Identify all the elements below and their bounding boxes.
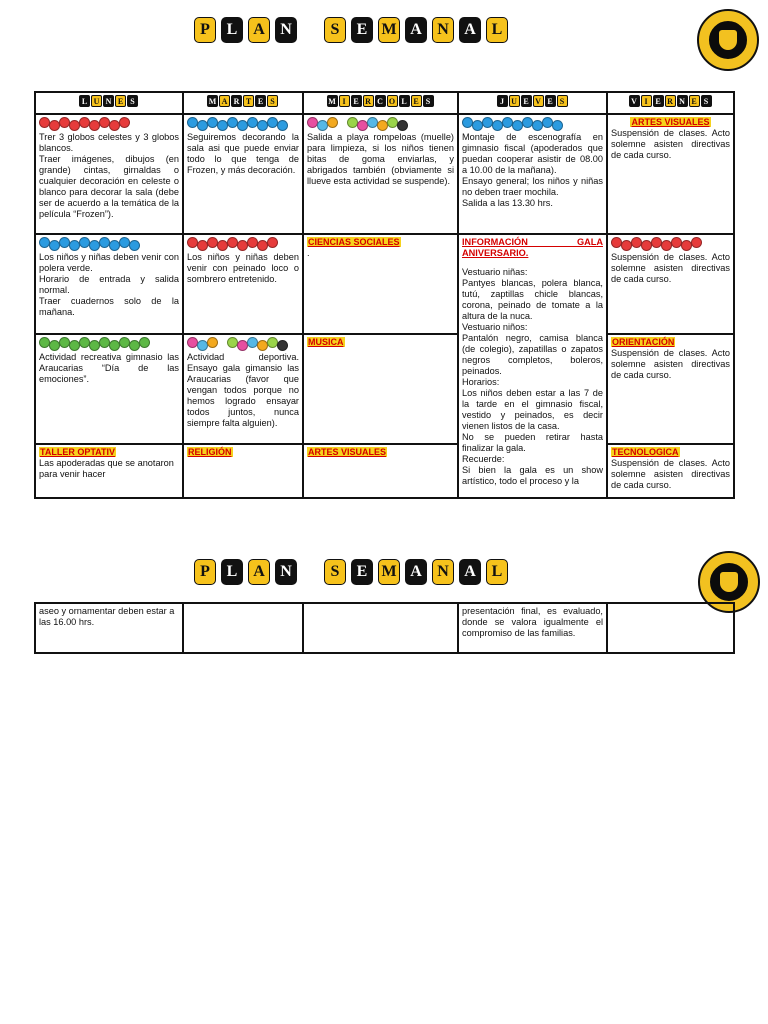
cell-viernes-3 (607, 334, 734, 444)
title-letter: P (194, 17, 216, 43)
subject-label: ARTES VISUALES (308, 447, 387, 457)
subject-label: TECNOLOGICA (612, 447, 679, 457)
subject-label: RELIGIÓN (188, 447, 232, 457)
day-letter: N (677, 95, 688, 107)
day-letter: I (641, 95, 652, 107)
day-letter: V (533, 95, 544, 107)
day-letter: S (127, 95, 138, 107)
page-title (194, 17, 513, 43)
cell-martes-2 (183, 234, 303, 334)
day-letter: U (91, 95, 102, 107)
subject-label: TALLER OPTATIV (40, 447, 115, 457)
cell-jueves-1 (458, 114, 607, 234)
cell-text: Actividad deportiva. Ensayo gala gimansio las Araucarias (favor que vengan todos porque no hemos logrado ensayar todos juntos, nunca siempre falta alguien). (187, 352, 299, 428)
subject-lenguaje-icon (611, 237, 701, 251)
day-letter: U (509, 95, 520, 107)
cell-text: Los niños deben estar a las 7 de la tarde en el gimnasio fiscal, vestido y peinados, es decir vienen listos de la casa. (462, 388, 603, 431)
table-row (35, 444, 734, 498)
cell-miercoles-4 (303, 444, 458, 498)
title-letter: N (432, 559, 454, 585)
subject-matematica-icon (462, 117, 562, 131)
cell-miercoles-3 (303, 334, 458, 444)
title-letter: S (324, 559, 346, 585)
days-header-row (35, 92, 734, 114)
cell-text: Los niños y niñas deben venir con peinado loco o sombrero entretenido. (187, 252, 299, 284)
cell-text: No se pueden retirar hasta finalizar la gala. (462, 432, 603, 453)
cell-text: aseo y ornamentar deben estar a las 16.00 hrs. (39, 606, 175, 627)
title-letter: L (486, 17, 508, 43)
title-letter: E (351, 17, 373, 43)
table-row (35, 603, 734, 653)
day-letter: S (423, 95, 434, 107)
cell-text: Actividad recreativa gimnasio las Araucarias “Día de las emociones”. (39, 352, 179, 384)
cell-text: Vestuario niñas: (462, 267, 528, 277)
cell-text: Trer 3 globos celestes y 3 globos blancos. (39, 132, 179, 153)
cell-viernes-cont (607, 603, 734, 653)
day-header-miercoles (303, 92, 458, 114)
cell-text: Horario de entrada y salida normal. (39, 274, 179, 295)
cell-viernes-4 (607, 444, 734, 498)
title-letter: P (194, 559, 216, 585)
title-letter: A (405, 17, 427, 43)
title-letter: N (432, 17, 454, 43)
day-letter: E (411, 95, 422, 107)
day-letter: L (399, 95, 410, 107)
cell-text: Traer cuadernos solo de la mañana. (39, 296, 179, 317)
cell-lunes-cont (35, 603, 183, 653)
cell-jueves-2 (458, 234, 607, 498)
day-letter: T (243, 95, 254, 107)
cell-text: . (307, 248, 310, 258)
cell-text: Salida a las 13.30 hrs. (462, 198, 553, 208)
title-letter: A (459, 559, 481, 585)
subject-ed-fisica-icon (307, 117, 407, 131)
title-letter: M (378, 559, 400, 585)
title-letter: E (351, 559, 373, 585)
cell-text: Salida a playa rompeloas (muelle) para limpieza, si los niños tienen bitas de goma enviarlas, y abrigados también (obviamente si llueve esta actividad se suspende). (307, 132, 454, 186)
page-2 (0, 540, 768, 690)
cell-jueves-cont (458, 603, 607, 653)
cell-text: Suspensión de clases. Acto solemne asisten directivas de cada curso. (611, 458, 730, 490)
cell-text: Seguiremos decorando la sala asi que puede enviar todo lo que tenga de Frozen, y más decoración. (187, 132, 299, 175)
cell-text: Recuerde: (462, 454, 505, 464)
day-letter: S (267, 95, 278, 107)
cell-text: Suspensión de clases. Acto solemne asisten directivas de cada curso. (611, 128, 730, 160)
day-letter: J (497, 95, 508, 107)
day-letter: R (363, 95, 374, 107)
cell-text: presentación final, es evaluado, donde se valora igualmente el compromiso de las familias. (462, 606, 603, 638)
cell-text: Si bien la gala es un show artístico, todo el proceso y la (462, 465, 603, 486)
day-letter: S (557, 95, 568, 107)
subject-label: ORIENTACIÓN (612, 337, 675, 347)
subject-label: CIENCIAS SOCIALES (308, 237, 400, 247)
cell-text: Vestuario niños: (462, 322, 528, 332)
title-letter: A (248, 559, 270, 585)
day-letter: R (231, 95, 242, 107)
cell-text: Las apoderadas que se anotaron para venir hacer (39, 458, 174, 479)
title-letter: L (221, 559, 243, 585)
cell-martes-1 (183, 114, 303, 234)
day-letter: A (219, 95, 230, 107)
table-row (35, 234, 734, 334)
day-letter: R (665, 95, 676, 107)
cell-viernes-2 (607, 234, 734, 334)
day-header-lunes (35, 92, 183, 114)
day-letter: E (115, 95, 126, 107)
cell-martes-4 (183, 444, 303, 498)
title-letter: L (221, 17, 243, 43)
day-header-martes (183, 92, 303, 114)
cell-miercoles-2 (303, 234, 458, 334)
cell-text: Horarios: (462, 377, 500, 387)
day-letter: M (328, 96, 336, 106)
day-letter: E (521, 95, 532, 107)
table-row (35, 114, 734, 234)
table-row (35, 334, 734, 444)
title-letter: S (324, 17, 346, 43)
cell-text: Pantalón negro, camisa blanca (de colegio), zapatillas o zapatos negros completos, boleros, peinados. (462, 333, 603, 376)
day-letter: O (387, 95, 398, 107)
gala-info-title: INFORMACIÓN GALA ANIVERSARIO. (462, 237, 603, 258)
cell-lunes-1 (35, 114, 183, 234)
cell-text: Pantyes blancas, polera blanca, tutú, zaptillas chicle blancas, corona, peinado de tomate a la altura de la nuca. (462, 278, 603, 321)
school-crest-icon (697, 9, 759, 71)
cell-text: Montaje de escenografía en gimnasio fiscal (apoderados que puedan cooperar asistir de 08.00 a 10.00 de la mañana). (462, 132, 603, 175)
cell-miercoles-1 (303, 114, 458, 234)
cell-viernes-1 (607, 114, 734, 234)
cell-martes-cont (183, 603, 303, 653)
subject-matematica-icon (39, 237, 139, 251)
day-letter: N (103, 95, 114, 107)
cell-lunes-2 (35, 234, 183, 334)
title-letter: L (486, 559, 508, 585)
cell-martes-3 (183, 334, 303, 444)
day-letter: L (79, 95, 90, 107)
cell-text: Ensayo general; los niños y niñas no deben traer mochila. (462, 176, 603, 197)
day-letter: M (208, 96, 217, 106)
day-letter: I (339, 95, 350, 107)
cell-lunes-4 (35, 444, 183, 498)
title-letter: A (248, 17, 270, 43)
cell-text: Los niños y niñas deben venir con polera verde. (39, 252, 179, 273)
subject-label: MUSICA (308, 337, 344, 347)
day-header-jueves (458, 92, 607, 114)
day-letter: E (255, 95, 266, 107)
day-letter: C (375, 95, 386, 107)
cell-text: Suspensión de clases. Acto solemne asisten directivas de cada curso. (611, 252, 730, 284)
day-letter: E (351, 95, 362, 107)
day-header-viernes (607, 92, 734, 114)
day-letter: E (545, 95, 556, 107)
cell-text: Traer imágenes, dibujos (en grande) cintas, girnaldas o cualquier decoración en celeste o blanco para decorar la sala (debe ser de acuerdo a la temática de la película “Frozen”). (39, 154, 179, 219)
subject-naturales-icon (39, 337, 149, 351)
subject-matematica-icon (187, 117, 287, 131)
weekly-plan-table-continued (34, 602, 735, 654)
cell-lunes-3 (35, 334, 183, 444)
cell-miercoles-cont (303, 603, 458, 653)
title-letter: N (275, 17, 297, 43)
title-letter: M (378, 17, 400, 43)
subject-lenguaje-icon (39, 117, 129, 131)
subject-ed-fisica-icon (187, 337, 287, 351)
day-letter: V (629, 95, 640, 107)
weekly-plan-table (34, 91, 735, 499)
subject-lenguaje-icon (187, 237, 277, 251)
title-letter: A (405, 559, 427, 585)
day-letter: S (701, 95, 712, 107)
day-letter: E (653, 95, 664, 107)
cell-text: Suspensión de clases. Acto solemne asisten directivas de cada curso. (611, 348, 730, 380)
title-letter: N (275, 559, 297, 585)
page-title (194, 559, 513, 585)
day-letter: E (689, 95, 700, 107)
subject-label: ARTES VISUALES (631, 117, 710, 127)
title-letter: A (459, 17, 481, 43)
